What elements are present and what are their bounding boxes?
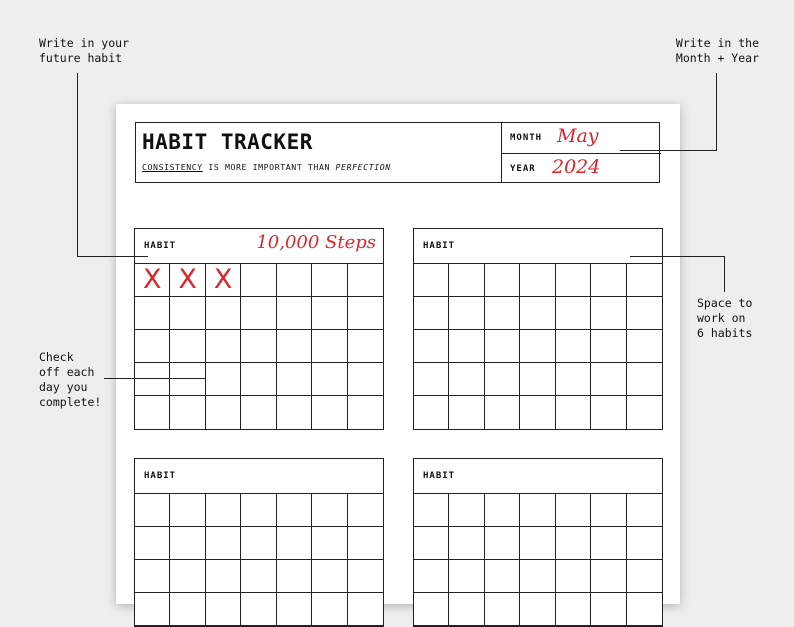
day-cell[interactable]	[520, 330, 555, 363]
day-cell[interactable]	[206, 593, 241, 626]
day-cell[interactable]	[241, 264, 276, 297]
day-cell[interactable]	[414, 363, 449, 396]
day-cell[interactable]	[414, 396, 449, 429]
day-cell[interactable]	[520, 494, 555, 527]
space-tip-line-v	[724, 256, 725, 292]
day-cell[interactable]	[485, 494, 520, 527]
subtitle-perfection: PERFECTION	[335, 162, 391, 172]
check-mark: X	[142, 264, 162, 295]
habit-block-3	[134, 458, 384, 627]
day-cell[interactable]	[312, 560, 347, 593]
habit-header[interactable]	[414, 459, 662, 494]
day-cell[interactable]	[277, 593, 312, 626]
habit-block-1	[134, 228, 384, 430]
habit-label: HABIT	[144, 241, 177, 251]
day-cell[interactable]	[449, 297, 484, 330]
day-cell[interactable]	[170, 396, 205, 429]
day-cell[interactable]	[556, 330, 591, 363]
habit-block-2	[413, 228, 663, 430]
day-cell[interactable]	[627, 264, 662, 297]
check-mark: X	[178, 264, 197, 295]
day-cell[interactable]	[485, 593, 520, 626]
day-cell[interactable]	[627, 396, 662, 429]
day-cell[interactable]	[135, 396, 170, 429]
day-cell[interactable]	[135, 264, 170, 297]
day-cell[interactable]	[414, 297, 449, 330]
day-cell[interactable]	[206, 297, 241, 330]
day-cell[interactable]	[485, 330, 520, 363]
day-cell[interactable]	[348, 527, 383, 560]
sheet-header	[135, 122, 660, 183]
day-cell[interactable]	[170, 363, 205, 396]
day-cell[interactable]	[170, 494, 205, 527]
subtitle-consistency: CONSISTENCY	[142, 162, 203, 172]
day-cell[interactable]	[449, 494, 484, 527]
day-cell[interactable]	[277, 330, 312, 363]
habit-block-4	[413, 458, 663, 627]
day-cell[interactable]	[591, 297, 626, 330]
day-cell[interactable]	[206, 363, 241, 396]
day-cell[interactable]	[206, 527, 241, 560]
day-cell[interactable]	[135, 560, 170, 593]
month-tip-line-v	[716, 73, 717, 150]
month-row[interactable]	[502, 123, 661, 152]
habit-grid	[135, 494, 383, 626]
day-cell[interactable]	[277, 560, 312, 593]
day-cell[interactable]	[485, 396, 520, 429]
habit-grid	[135, 264, 383, 429]
day-cell[interactable]	[627, 560, 662, 593]
day-cell[interactable]	[556, 593, 591, 626]
day-cell[interactable]	[206, 264, 241, 297]
day-cell[interactable]	[170, 264, 205, 297]
day-cell[interactable]	[135, 330, 170, 363]
habit-label: HABIT	[144, 471, 177, 481]
day-cell[interactable]	[556, 363, 591, 396]
day-cell[interactable]	[556, 264, 591, 297]
day-cell[interactable]	[627, 297, 662, 330]
day-cell[interactable]	[591, 330, 626, 363]
habit-header[interactable]	[135, 229, 383, 264]
day-cell[interactable]	[520, 593, 555, 626]
day-cell[interactable]	[312, 593, 347, 626]
day-cell[interactable]	[277, 494, 312, 527]
day-cell[interactable]	[627, 527, 662, 560]
day-cell[interactable]	[312, 330, 347, 363]
day-cell[interactable]	[627, 330, 662, 363]
day-cell[interactable]	[277, 363, 312, 396]
habit-tracker-sheet	[116, 104, 680, 604]
day-cell[interactable]	[348, 264, 383, 297]
habit-grid	[414, 494, 662, 626]
day-cell[interactable]	[348, 330, 383, 363]
day-cell[interactable]	[449, 527, 484, 560]
day-cell[interactable]	[312, 396, 347, 429]
day-cell[interactable]	[241, 527, 276, 560]
day-cell[interactable]	[520, 264, 555, 297]
year-value: 2024	[552, 156, 601, 178]
day-cell[interactable]	[556, 527, 591, 560]
day-cell[interactable]	[520, 560, 555, 593]
day-cell[interactable]	[485, 297, 520, 330]
day-cell[interactable]	[277, 527, 312, 560]
day-cell[interactable]	[520, 297, 555, 330]
day-cell[interactable]	[485, 264, 520, 297]
day-cell[interactable]	[241, 363, 276, 396]
day-cell[interactable]	[135, 593, 170, 626]
day-cell[interactable]	[277, 264, 312, 297]
day-cell[interactable]	[414, 330, 449, 363]
day-cell[interactable]	[485, 527, 520, 560]
habit-label: HABIT	[423, 471, 456, 481]
day-cell[interactable]	[556, 494, 591, 527]
day-cell[interactable]	[449, 264, 484, 297]
day-cell[interactable]	[449, 560, 484, 593]
day-cell[interactable]	[241, 297, 276, 330]
day-cell[interactable]	[206, 560, 241, 593]
day-cell[interactable]	[312, 264, 347, 297]
day-cell[interactable]	[206, 330, 241, 363]
day-cell[interactable]	[241, 593, 276, 626]
day-cell[interactable]	[206, 494, 241, 527]
day-cell[interactable]	[135, 297, 170, 330]
day-cell[interactable]	[520, 527, 555, 560]
day-cell[interactable]	[591, 494, 626, 527]
day-cell[interactable]	[348, 593, 383, 626]
day-cell[interactable]	[241, 560, 276, 593]
day-cell[interactable]	[414, 527, 449, 560]
day-cell[interactable]	[170, 593, 205, 626]
day-cell[interactable]	[556, 396, 591, 429]
day-cell[interactable]	[170, 527, 205, 560]
habit-tip: Write in your future habit	[39, 36, 130, 65]
day-cell[interactable]	[241, 396, 276, 429]
day-cell[interactable]	[520, 396, 555, 429]
day-cell[interactable]	[170, 560, 205, 593]
day-cell[interactable]	[556, 297, 591, 330]
habit-name: 10,000 Steps	[256, 232, 376, 253]
day-cell[interactable]	[627, 494, 662, 527]
day-cell[interactable]	[348, 494, 383, 527]
habit-label: HABIT	[423, 241, 456, 251]
day-cell[interactable]	[135, 363, 170, 396]
day-cell[interactable]	[312, 363, 347, 396]
day-cell[interactable]	[348, 297, 383, 330]
habit-grid	[414, 264, 662, 429]
space-tip-line-h	[630, 256, 725, 257]
day-cell[interactable]	[170, 330, 205, 363]
day-cell[interactable]	[414, 264, 449, 297]
day-cell[interactable]	[135, 494, 170, 527]
day-cell[interactable]	[312, 494, 347, 527]
habit-tip-line-h	[77, 256, 148, 257]
subtitle-middle: IS MORE IMPORTANT THAN	[202, 162, 336, 172]
month-tip: Write in the Month + Year	[675, 36, 759, 65]
day-cell[interactable]	[591, 396, 626, 429]
day-cell[interactable]	[348, 560, 383, 593]
year-label: YEAR	[510, 164, 536, 174]
check-tip-line-h	[104, 378, 206, 379]
check-tip: Check off each day you complete!	[39, 350, 102, 409]
day-cell[interactable]	[277, 396, 312, 429]
subtitle	[142, 162, 391, 172]
habit-tip-line-v	[77, 73, 78, 256]
day-cell[interactable]	[449, 396, 484, 429]
habit-header[interactable]	[135, 459, 383, 494]
check-tip-line-v	[205, 347, 206, 379]
day-cell[interactable]	[485, 363, 520, 396]
day-cell[interactable]	[277, 297, 312, 330]
day-cell[interactable]	[591, 264, 626, 297]
month-tip-line-h	[620, 150, 717, 151]
day-cell[interactable]	[449, 363, 484, 396]
day-cell[interactable]	[591, 527, 626, 560]
day-cell[interactable]	[449, 330, 484, 363]
day-cell[interactable]	[241, 494, 276, 527]
day-cell[interactable]	[312, 297, 347, 330]
day-cell[interactable]	[312, 527, 347, 560]
month-label: MONTH	[510, 133, 543, 143]
day-cell[interactable]	[627, 363, 662, 396]
day-cell[interactable]	[206, 396, 241, 429]
space-tip: Space to work on 6 habits	[697, 296, 753, 340]
day-cell[interactable]	[241, 330, 276, 363]
day-cell[interactable]	[170, 297, 205, 330]
month-value: May	[557, 125, 599, 147]
day-cell[interactable]	[348, 363, 383, 396]
day-cell[interactable]	[591, 593, 626, 626]
habit-header[interactable]	[414, 229, 662, 264]
day-cell[interactable]	[414, 593, 449, 626]
day-cell[interactable]	[348, 396, 383, 429]
day-cell[interactable]	[485, 560, 520, 593]
year-row[interactable]	[502, 153, 661, 183]
month-year-box	[501, 123, 661, 182]
day-cell[interactable]	[449, 593, 484, 626]
day-cell[interactable]	[556, 560, 591, 593]
day-cell[interactable]	[591, 363, 626, 396]
day-cell[interactable]	[135, 527, 170, 560]
day-cell[interactable]	[520, 363, 555, 396]
check-mark: X	[213, 264, 233, 295]
day-cell[interactable]	[414, 560, 449, 593]
day-cell[interactable]	[591, 560, 626, 593]
day-cell[interactable]	[414, 494, 449, 527]
day-cell[interactable]	[627, 593, 662, 626]
page-title: HABIT TRACKER	[142, 130, 313, 154]
